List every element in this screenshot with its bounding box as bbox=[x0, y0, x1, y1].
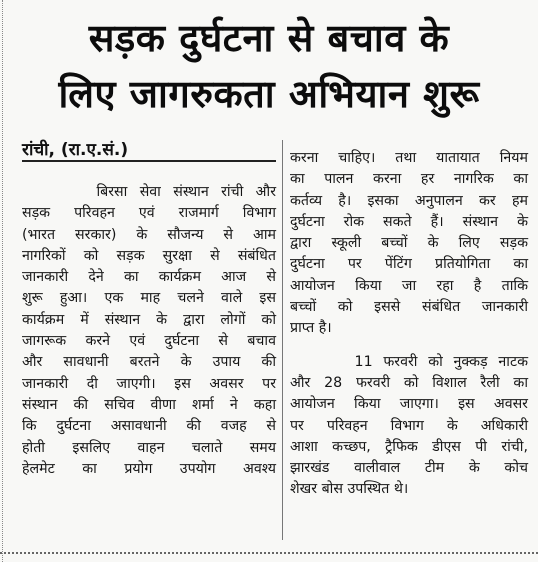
text-line: संस्थान की सचिव वीणा शर्मा ने कहा bbox=[22, 396, 276, 413]
clipping-left-edge bbox=[2, 0, 3, 562]
text-line: आयोजन किया जा रहा है ताकि bbox=[290, 277, 528, 294]
headline-line-2: लिए जागरुकता अभियान शुरू bbox=[58, 72, 480, 116]
text-line: दुर्घटना रोक सकते हैं। संस्थान के bbox=[290, 213, 528, 230]
text-line: बच्चों को इससे संबंधित जानकारी bbox=[290, 299, 528, 316]
text-line: जानकारी देने का कार्यक्रम आज से bbox=[22, 269, 276, 286]
text-line: शुरू हुआ। एक माह चलने वाले इस bbox=[22, 290, 276, 307]
text-line: जागरूक करने एवं दुर्घटना से बचाव bbox=[22, 333, 276, 350]
text-line: दुर्घटना पर पेंटिंग प्रतियोगिता का bbox=[290, 256, 528, 273]
dateline: रांची, (रा.ए.सं.) bbox=[22, 140, 129, 160]
text-line: आशा कच्छप, ट्रैफिक डीएस पी रांची, bbox=[290, 438, 528, 455]
text-line: कर्तव्य है। इसका अनुपालन कर हम bbox=[290, 192, 528, 209]
text-line: कार्यक्रम में संस्थान के द्वारा लोगों को bbox=[22, 311, 276, 328]
dateline-rule bbox=[22, 160, 276, 162]
clipping-bottom-edge bbox=[0, 552, 538, 554]
paragraph-gap bbox=[290, 340, 528, 352]
column-divider bbox=[282, 140, 283, 540]
text-line: होती इसलिए वाहन चलाते समय bbox=[22, 439, 276, 456]
text-line: द्वारा स्कूली बच्चों के लिए सड़क bbox=[290, 235, 528, 252]
text-line: आयोजन किया जाएगा। इस अवसर bbox=[290, 396, 528, 413]
text-line: हेलमेट का प्रयोग उपयोग अवश्य bbox=[22, 460, 276, 477]
text-line: कि दुर्घटना असावधानी की वजह से bbox=[22, 418, 276, 435]
text-line: 11 फरवरी को नुक्कड़ नाटक bbox=[290, 353, 528, 370]
headline-line-1: सड़क दुर्घटना से बचाव के bbox=[88, 16, 450, 60]
article-column-right bbox=[290, 148, 528, 501]
text-line: और 28 फरवरी को विशाल रैली का bbox=[290, 374, 528, 391]
text-line: झारखंड वालीवाल टीम के कोच bbox=[290, 460, 528, 477]
article-column-left bbox=[22, 182, 276, 480]
text-line: (भारत सरकार) के सौजन्य से आम bbox=[22, 226, 276, 243]
text-line: और सावधानी बरतने के उपाय की bbox=[22, 354, 276, 371]
text-line: बिरसा सेवा संस्थान रांची और bbox=[22, 184, 276, 200]
text-line: शेखर बोस उपस्थित थे। bbox=[290, 481, 409, 498]
text-line: सड़क परिवहन एवं राजमार्ग विभाग bbox=[22, 205, 276, 222]
headline bbox=[14, 10, 524, 122]
text-line: नागरिकों को सड़क सुरक्षा से संबंधित bbox=[22, 247, 276, 264]
text-line: पर परिवहन विभाग के अधिकारी bbox=[290, 417, 528, 434]
text-line: जानकारी दी जाएगी। इस अवसर पर bbox=[22, 375, 276, 392]
text-line: करना चाहिए। तथा यातायात नियम bbox=[290, 150, 528, 166]
text-line: प्राप्त है। bbox=[290, 320, 332, 337]
text-line: का पालन करना हर नागरिक का bbox=[290, 171, 528, 188]
